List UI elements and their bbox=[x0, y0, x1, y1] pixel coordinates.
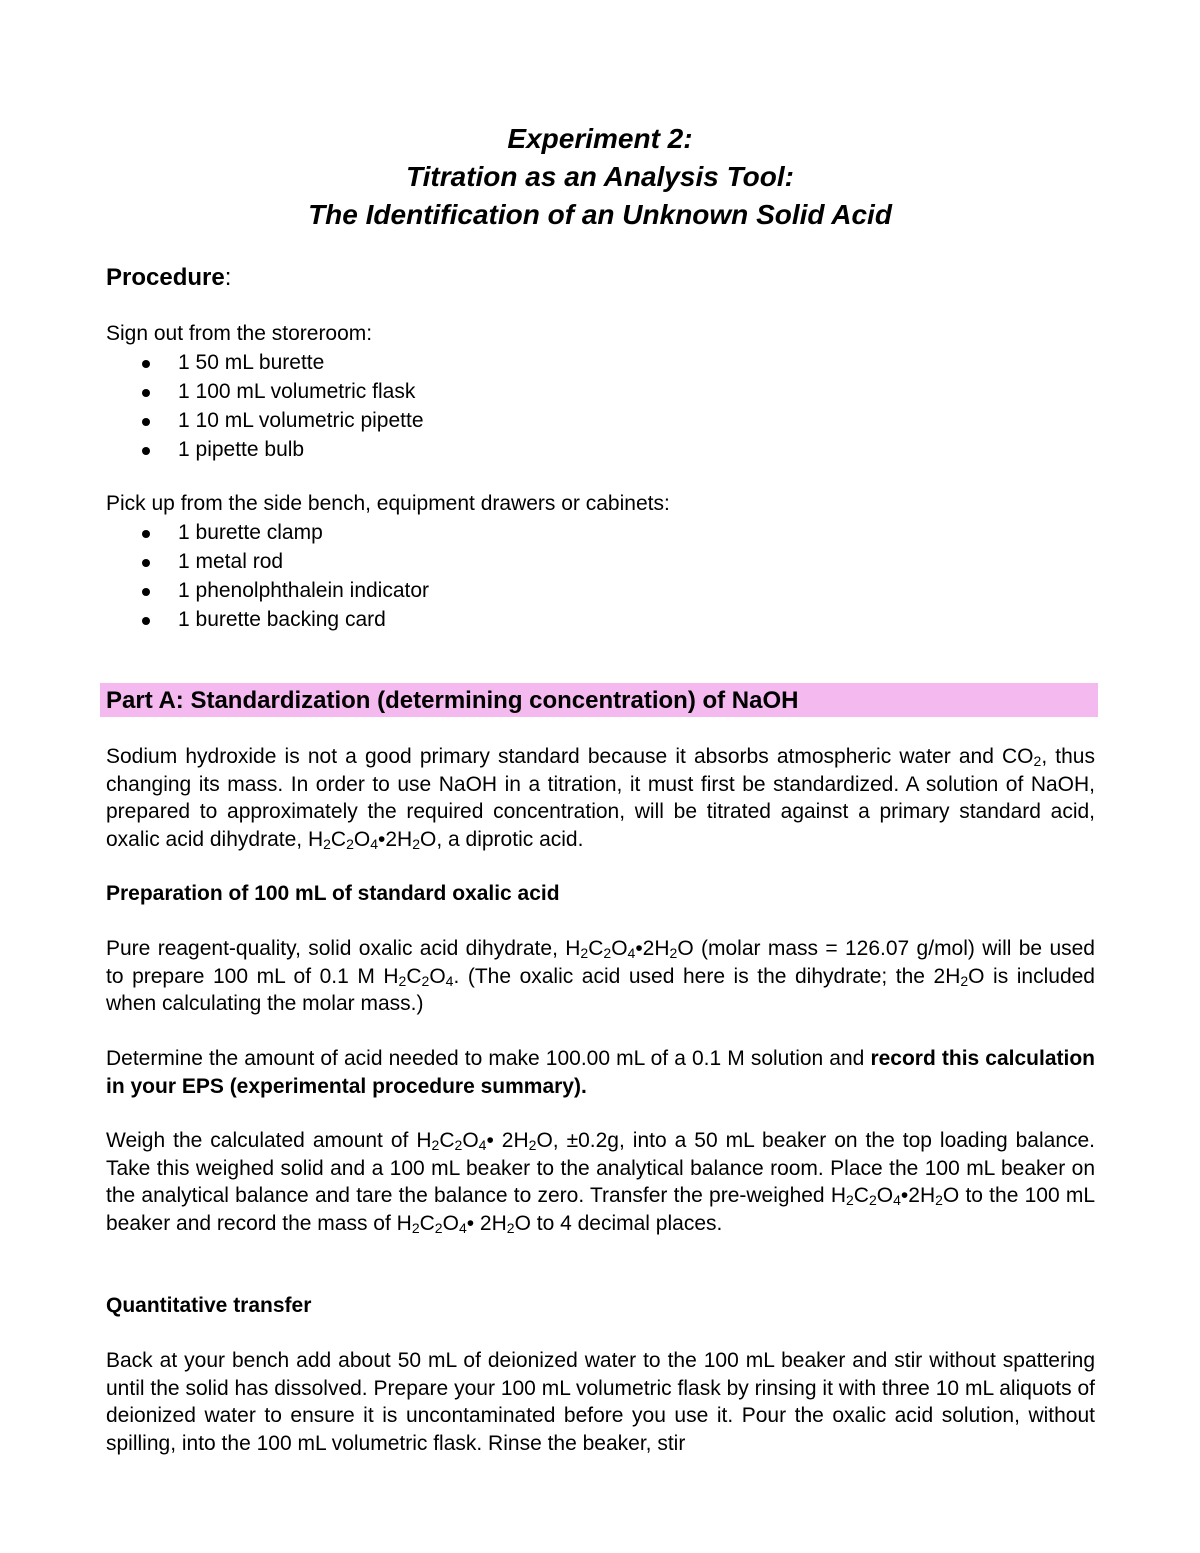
subscript: 2 bbox=[431, 1137, 440, 1153]
bullet-icon bbox=[142, 389, 150, 397]
side-bench-list bbox=[106, 518, 1095, 634]
text-run: O, a diprotic acid. bbox=[420, 827, 584, 851]
title-line-3: The Identification of an Unknown Solid Acid bbox=[308, 199, 892, 230]
text-run: Weigh the calculated amount of H bbox=[106, 1129, 432, 1152]
text-run: C bbox=[330, 827, 347, 851]
subscript: 2 bbox=[528, 1137, 537, 1153]
text-run: O bbox=[462, 1129, 479, 1152]
storeroom-intro: Sign out from the storeroom: bbox=[106, 322, 373, 345]
subscript: 4 bbox=[370, 835, 379, 852]
text-run: O to the 100 mL beaker and record the mass of H bbox=[106, 1184, 1096, 1235]
text-run: , thus changing its mass. In order to use NaOH in a titration, it must first be standardized. A solution of NaOH, prepared to approximately the required concentration, will be titrated against a primary standard acid, oxalic acid dihydrate, H bbox=[106, 745, 1095, 851]
bullet-icon bbox=[142, 418, 150, 426]
subscript: 2 bbox=[960, 972, 969, 989]
list-item bbox=[106, 377, 1095, 406]
text-run: . (The oxalic acid used here is the dihydrate; the 2H bbox=[453, 964, 961, 988]
list-item bbox=[106, 406, 1095, 435]
list-item bbox=[106, 547, 1095, 576]
text-run: C bbox=[439, 1129, 455, 1152]
subscript: 2 bbox=[434, 1219, 443, 1236]
text-run: C bbox=[419, 1211, 435, 1235]
list-item bbox=[106, 576, 1095, 605]
text-run: O (molar mass = 126.07 g/mol) will be used to prepare 100 mL of 0.1 M H bbox=[106, 937, 1095, 988]
subscript: 2 bbox=[398, 972, 407, 989]
bullet-icon bbox=[142, 447, 150, 455]
text-run: O bbox=[429, 964, 446, 988]
subscript: 2 bbox=[346, 835, 354, 852]
subscript: 2 bbox=[868, 1192, 877, 1208]
subscript: 4 bbox=[893, 1192, 901, 1208]
naoh-intro-paragraph bbox=[106, 743, 1095, 853]
storeroom-list bbox=[106, 348, 1095, 464]
list-item-text: 1 10 mL volumetric pipette bbox=[178, 408, 424, 432]
list-item bbox=[106, 605, 1095, 634]
list-item-text: 1 100 mL volumetric flask bbox=[178, 379, 416, 403]
list-item bbox=[106, 518, 1095, 547]
text-run: C bbox=[406, 964, 422, 988]
transfer-paragraph: Back at your bench add about 50 mL of deionized water to the 100 mL beaker and stir without spattering until the solid has dissolved. Prepare your 100 mL volumetric flask by rinsing it with three 10 mL aliquots of deionized water to ensure it is uncontaminated before you use it. Pour the oxalic acid solution, without spilling, into the 100 mL volumetric flask. Rinse the beaker, stir bbox=[106, 1349, 1095, 1455]
text-run: O is included when calculating the molar mass.) bbox=[106, 964, 1095, 1015]
subscript: 4 bbox=[445, 972, 454, 989]
bullet-icon bbox=[142, 559, 150, 567]
list-item bbox=[106, 348, 1095, 377]
text-run: O, ±0.2g, into a 50 mL beaker on the top loading balance. Take this weighed solid and a 100 mL beaker to the analytical balance room. Place the 100 mL beaker on the analytical balance and tare the balance to zero. Transfer the pre-weighed H bbox=[106, 1129, 1096, 1207]
subscript: 2 bbox=[669, 945, 678, 961]
text-run: O bbox=[876, 1184, 894, 1207]
bold-instruction: record this calculation in your EPS (experimental procedure summary) bbox=[106, 1047, 1096, 1098]
subscript: 2 bbox=[846, 1192, 854, 1208]
subscript: 4 bbox=[458, 1219, 467, 1236]
text-run: Pure reagent-quality, solid oxalic acid dihydrate, H bbox=[106, 937, 581, 960]
subscript: 2 bbox=[323, 835, 331, 852]
text-run: C bbox=[588, 937, 604, 960]
text-run: •2H bbox=[900, 1184, 936, 1207]
subscript: 4 bbox=[478, 1137, 487, 1153]
list-item-text: 1 burette clamp bbox=[178, 520, 323, 544]
list-item-text: 1 50 mL burette bbox=[178, 350, 325, 374]
bullet-icon bbox=[142, 360, 150, 368]
title-line-1: Experiment 2: bbox=[507, 123, 693, 154]
subscript: 2 bbox=[603, 945, 612, 961]
text-run: •2H bbox=[635, 937, 670, 960]
procedure-heading-text: Procedure bbox=[106, 264, 225, 291]
list-item-text: 1 burette backing card bbox=[178, 607, 386, 631]
prep-paragraph bbox=[106, 935, 1095, 1018]
text-run: O bbox=[442, 1211, 459, 1235]
part-a-title: Part A: Standardization (determining concentration) of NaOH bbox=[106, 687, 799, 714]
list-item-text: 1 metal rod bbox=[178, 549, 284, 573]
determine-paragraph bbox=[106, 1045, 1095, 1100]
subscript: 2 bbox=[411, 1219, 420, 1236]
list-item-text: 1 pipette bulb bbox=[178, 437, 305, 461]
subscript: 2 bbox=[421, 972, 430, 989]
subscript: 2 bbox=[580, 945, 589, 961]
list-item-text: 1 phenolphthalein indicator bbox=[178, 578, 430, 602]
bullet-icon bbox=[142, 530, 150, 538]
text-run: C bbox=[853, 1184, 869, 1207]
subscript: 4 bbox=[627, 945, 636, 961]
side-bench-intro: Pick up from the side bench, equipment drawers or cabinets: bbox=[106, 492, 670, 515]
text-run: • 2H bbox=[486, 1129, 529, 1152]
subscript: 2 bbox=[454, 1137, 463, 1153]
text-run: • 2H bbox=[466, 1211, 507, 1235]
subscript: 2 bbox=[506, 1219, 515, 1236]
text-run: . bbox=[580, 1074, 587, 1098]
transfer-heading: Quantitative transfer bbox=[106, 1294, 312, 1317]
subscript: 2 bbox=[935, 1192, 943, 1208]
side-bench-section bbox=[106, 490, 1095, 634]
text-run: O bbox=[353, 827, 371, 851]
text-run: Determine the amount of acid needed to make 100.00 mL of a 0.1 M solution and bbox=[106, 1047, 871, 1070]
list-item bbox=[106, 435, 1095, 464]
procedure-heading bbox=[106, 262, 1095, 294]
prep-heading: Preparation of 100 mL of standard oxalic acid bbox=[106, 882, 560, 905]
bullet-icon bbox=[142, 617, 150, 625]
title-line-2: Titration as an Analysis Tool: bbox=[406, 161, 794, 192]
weigh-paragraph bbox=[106, 1127, 1095, 1237]
text-run: Sodium hydroxide is not a good primary standard because it absorbs atmospheric water and CO bbox=[106, 745, 1034, 768]
subscript: 2 bbox=[412, 835, 421, 852]
procedure-heading-colon: : bbox=[224, 264, 232, 291]
text-run: O to 4 decimal places. bbox=[514, 1211, 723, 1235]
bullet-icon bbox=[142, 588, 150, 596]
text-run: •2H bbox=[378, 827, 413, 851]
subscript: 2 bbox=[1033, 753, 1042, 769]
storeroom-section bbox=[106, 320, 1095, 464]
text-run: O bbox=[611, 937, 628, 960]
